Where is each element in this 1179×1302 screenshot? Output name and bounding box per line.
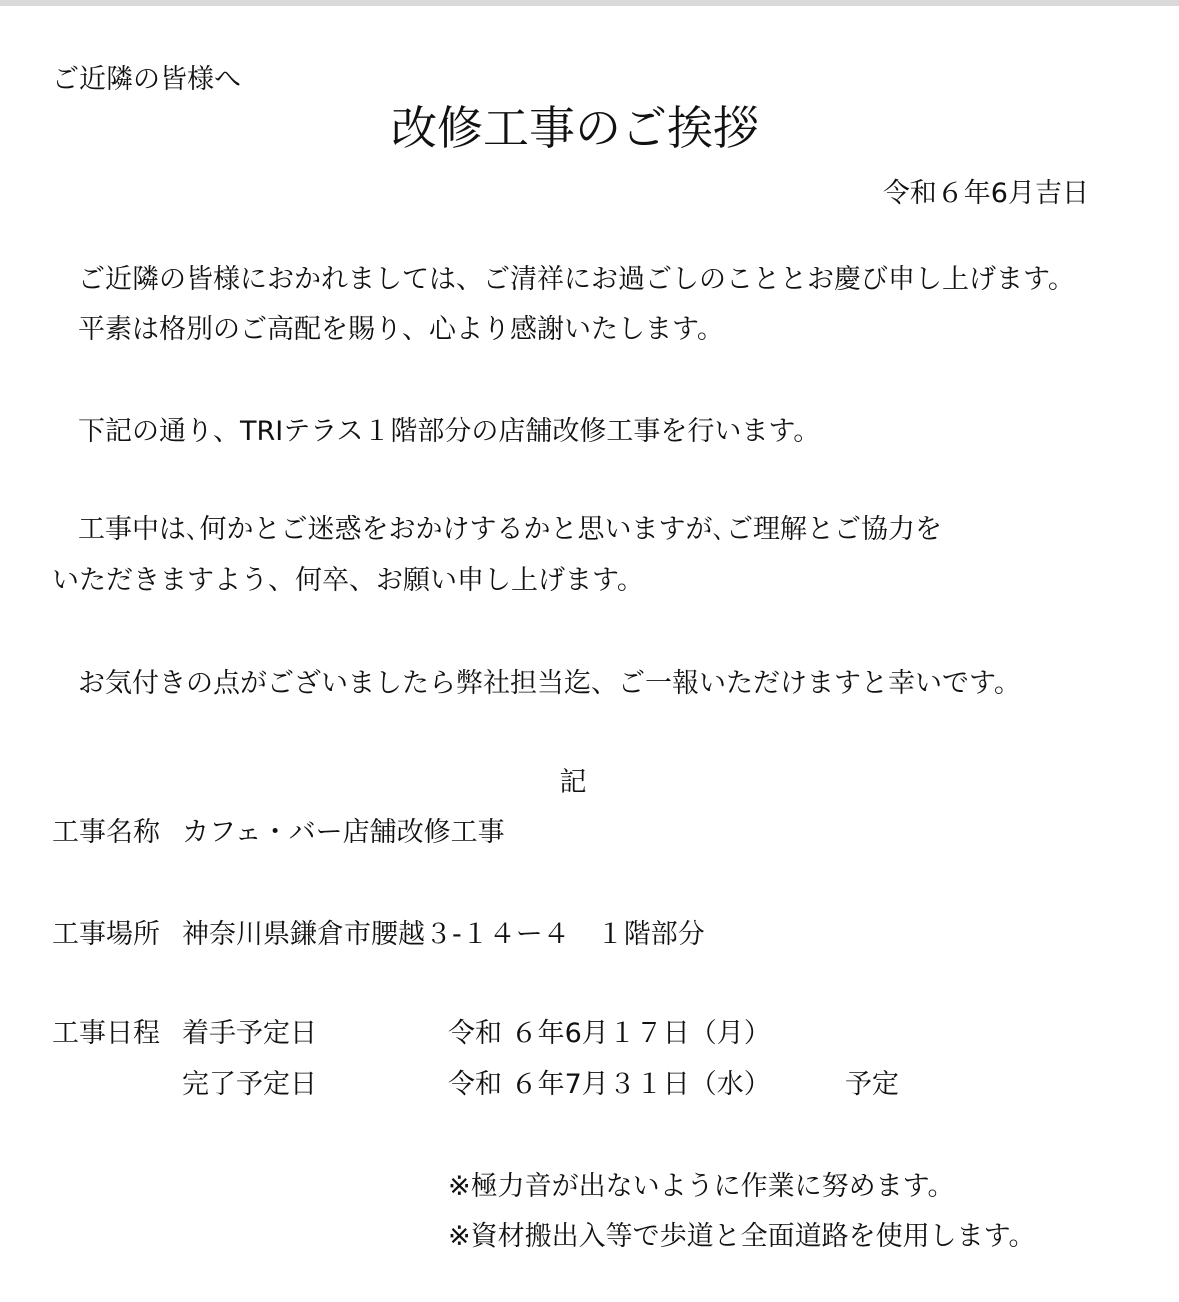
- project-name-value: カフェ・バー店舗改修工事: [182, 817, 505, 848]
- contact-line: お気付きの点がございましたら弊社担当迄、ご一報いただけますと幸いです。: [78, 668, 1021, 699]
- project-place-label: 工事場所: [52, 919, 160, 950]
- page-title: 改修工事のご挨拶: [391, 101, 759, 155]
- note-noise: ※極力音が出ないように作業に努めます。: [448, 1171, 955, 1202]
- end-date-value: 令和 ６年7月３１日（水）: [448, 1069, 771, 1100]
- project-name-label: 工事名称: [52, 817, 160, 848]
- end-date-label: 完了予定日: [182, 1069, 317, 1100]
- issue-date: 令和６年6月吉日: [882, 178, 1089, 209]
- announcement-line: 下記の通り、TRIテラス１階部分の店舗改修工事を行います。: [78, 416, 821, 447]
- top-divider: [0, 0, 1179, 6]
- end-date-note: 予定: [845, 1069, 899, 1100]
- schedule-label: 工事日程: [52, 1018, 160, 1049]
- addressee: ご近隣の皆様へ: [52, 64, 241, 95]
- apology-line-1: 工事中は､何かとご迷惑をおかけするかと思いますが､ご理解とご協力を: [78, 514, 942, 545]
- apology-line-2: いただきますよう、何卒、お願い申し上げます。: [52, 565, 644, 596]
- start-date-label: 着手予定日: [182, 1018, 317, 1049]
- start-date-value: 令和 ６年6月１７日（月）: [448, 1018, 771, 1049]
- greeting-line: ご近隣の皆様におかれましては、ご清祥にお過ごしのこととお慶び申し上げます。: [78, 264, 1075, 295]
- note-road-use: ※資材搬出入等で歩道と全面道路を使用します。: [448, 1221, 1036, 1252]
- details-heading: 記: [559, 767, 587, 798]
- project-place-value: 神奈川県鎌倉市腰越３-１４ー４ １階部分: [182, 919, 705, 950]
- thanks-line: 平素は格別のご高配を賜り、心より感謝いたします。: [78, 314, 724, 345]
